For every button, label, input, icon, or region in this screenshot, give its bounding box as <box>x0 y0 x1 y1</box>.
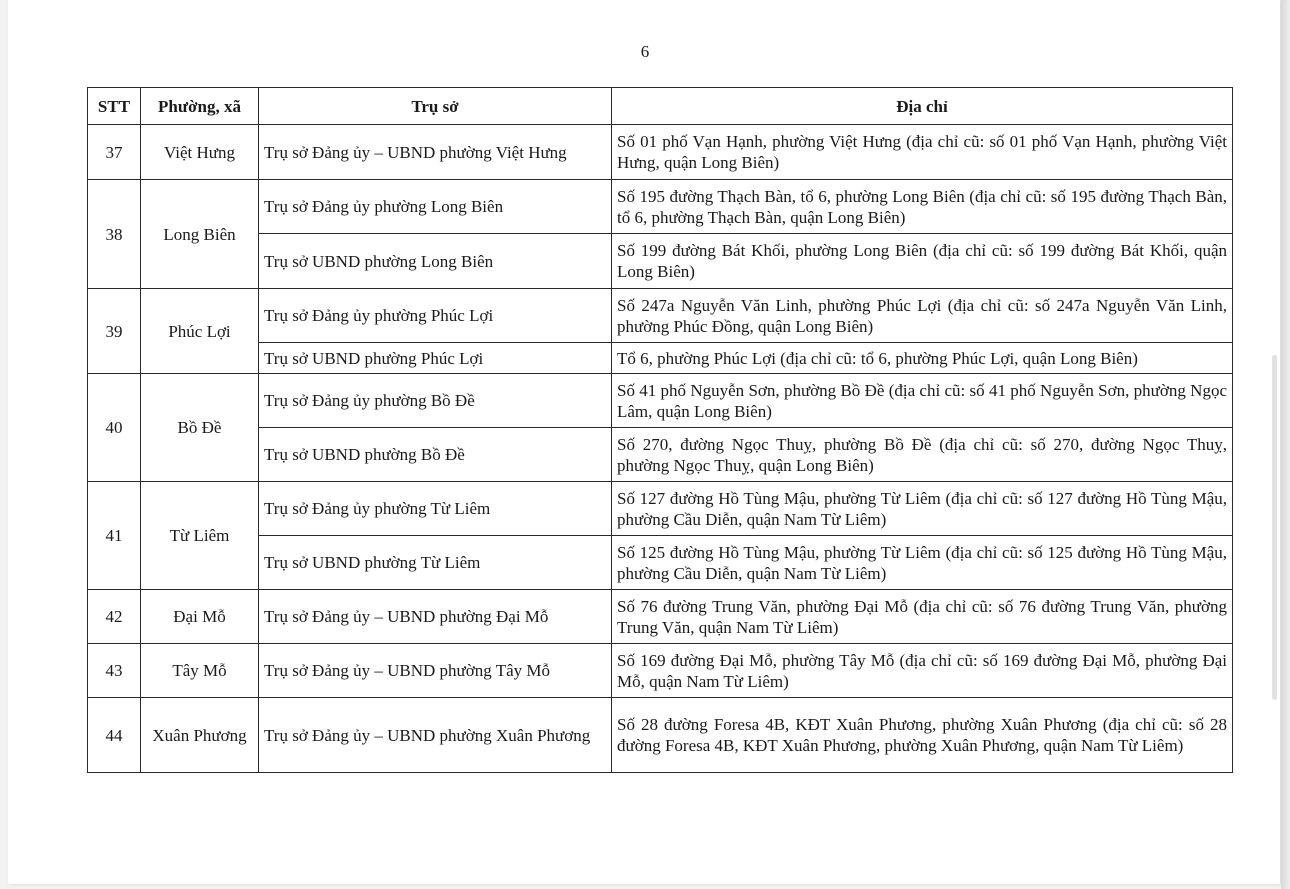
office-cell: Trụ sở Đảng ủy – UBND phường Đại Mỗ <box>259 590 612 644</box>
address-cell: Số 169 đường Đại Mỗ, phường Tây Mỗ (địa chỉ cũ: số 169 đường Đại Mỗ, phường Đại Mỗ, quận Nam Từ Liêm) <box>612 644 1233 698</box>
office-cell: Trụ sở Đảng ủy phường Phúc Lợi <box>259 289 612 343</box>
ward-cell: Phúc Lợi <box>141 289 259 374</box>
office-cell: Trụ sở Đảng ủy phường Long Biên <box>259 180 612 234</box>
table-row <box>88 289 1233 343</box>
address-cell: Số 247a Nguyễn Văn Linh, phường Phúc Lợi (địa chỉ cũ: số 247a Nguyễn Văn Linh, phường Phúc Đồng, quận Long Biên) <box>612 289 1233 343</box>
table-row <box>88 536 1233 590</box>
ward-cell: Bồ Đề <box>141 374 259 482</box>
table-row <box>88 343 1233 374</box>
table-row <box>88 125 1233 180</box>
office-cell: Trụ sở Đảng ủy phường Từ Liêm <box>259 482 612 536</box>
office-cell: Trụ sở UBND phường Long Biên <box>259 234 612 289</box>
stt-cell: 37 <box>88 125 141 180</box>
ward-cell: Đại Mỗ <box>141 590 259 644</box>
address-cell: Số 199 đường Bát Khối, phường Long Biên (địa chỉ cũ: số 199 đường Bát Khối, quận Long Biên) <box>612 234 1233 289</box>
ward-cell: Việt Hưng <box>141 125 259 180</box>
address-cell: Số 41 phố Nguyễn Sơn, phường Bồ Đề (địa chỉ cũ: số 41 phố Nguyễn Sơn, phường Ngọc Lâm, quận Long Biên) <box>612 374 1233 428</box>
office-cell: Trụ sở Đảng ủy – UBND phường Việt Hưng <box>259 125 612 180</box>
office-cell: Trụ sở UBND phường Phúc Lợi <box>259 343 612 374</box>
office-cell: Trụ sở UBND phường Bồ Đề <box>259 428 612 482</box>
office-cell: Trụ sở Đảng ủy phường Bồ Đề <box>259 374 612 428</box>
table-row <box>88 698 1233 773</box>
address-cell: Số 270, đường Ngọc Thuỵ, phường Bồ Đề (địa chỉ cũ: số 270, đường Ngọc Thuỵ, phường Ngọc Thuỵ, quận Long Biên) <box>612 428 1233 482</box>
table-row <box>88 234 1233 289</box>
office-cell: Trụ sở Đảng ủy – UBND phường Tây Mỗ <box>259 644 612 698</box>
address-cell: Số 01 phố Vạn Hạnh, phường Việt Hưng (địa chỉ cũ: số 01 phố Vạn Hạnh, phường Việt Hưng, quận Long Biên) <box>612 125 1233 180</box>
stt-cell: 42 <box>88 590 141 644</box>
stt-cell: 40 <box>88 374 141 482</box>
table-row <box>88 374 1233 428</box>
table-row <box>88 644 1233 698</box>
stt-cell: 38 <box>88 180 141 289</box>
address-cell: Số 76 đường Trung Văn, phường Đại Mỗ (địa chỉ cũ: số 76 đường Trung Văn, phường Trung Văn, quận Nam Từ Liêm) <box>612 590 1233 644</box>
header-stt: STT <box>88 88 141 125</box>
ward-cell: Xuân Phương <box>141 698 259 773</box>
stt-cell: 43 <box>88 644 141 698</box>
header-ward: Phường, xã <box>141 88 259 125</box>
scrollbar-thumb[interactable] <box>1272 355 1277 700</box>
address-cell: Số 28 đường Foresa 4B, KĐT Xuân Phương, phường Xuân Phương (địa chỉ cũ: số 28 đường Foresa 4B, KĐT Xuân Phương, phường Xuân Phương, quận Nam Từ Liêm) <box>612 698 1233 773</box>
table-row <box>88 428 1233 482</box>
ward-cell: Từ Liêm <box>141 482 259 590</box>
address-cell: Số 127 đường Hồ Tùng Mậu, phường Từ Liêm (địa chỉ cũ: số 127 đường Hồ Tùng Mậu, phường Cầu Diễn, quận Nam Từ Liêm) <box>612 482 1233 536</box>
table-header-row <box>88 88 1233 125</box>
page-edge <box>1281 0 1290 889</box>
table-row <box>88 482 1233 536</box>
office-cell: Trụ sở UBND phường Từ Liêm <box>259 536 612 590</box>
table-row <box>88 180 1233 234</box>
stt-cell: 41 <box>88 482 141 590</box>
ward-cell: Long Biên <box>141 180 259 289</box>
address-cell: Số 125 đường Hồ Tùng Mậu, phường Từ Liêm (địa chỉ cũ: số 125 đường Hồ Tùng Mậu, phường Cầu Diễn, quận Nam Từ Liêm) <box>612 536 1233 590</box>
ward-cell: Tây Mỗ <box>141 644 259 698</box>
page-number: 6 <box>640 42 650 61</box>
table-row <box>88 590 1233 644</box>
address-cell: Số 195 đường Thạch Bàn, tổ 6, phường Long Biên (địa chỉ cũ: số 195 đường Thạch Bàn, tổ 6, phường Thạch Bàn, quận Long Biên) <box>612 180 1233 234</box>
office-address-table <box>87 87 1233 773</box>
stt-cell: 44 <box>88 698 141 773</box>
header-office: Trụ sở <box>259 88 612 125</box>
header-address: Địa chỉ <box>612 88 1233 125</box>
address-cell: Tổ 6, phường Phúc Lợi (địa chỉ cũ: tổ 6, phường Phúc Lợi, quận Long Biên) <box>612 343 1233 374</box>
office-cell: Trụ sở Đảng ủy – UBND phường Xuân Phương <box>259 698 612 773</box>
stt-cell: 39 <box>88 289 141 374</box>
